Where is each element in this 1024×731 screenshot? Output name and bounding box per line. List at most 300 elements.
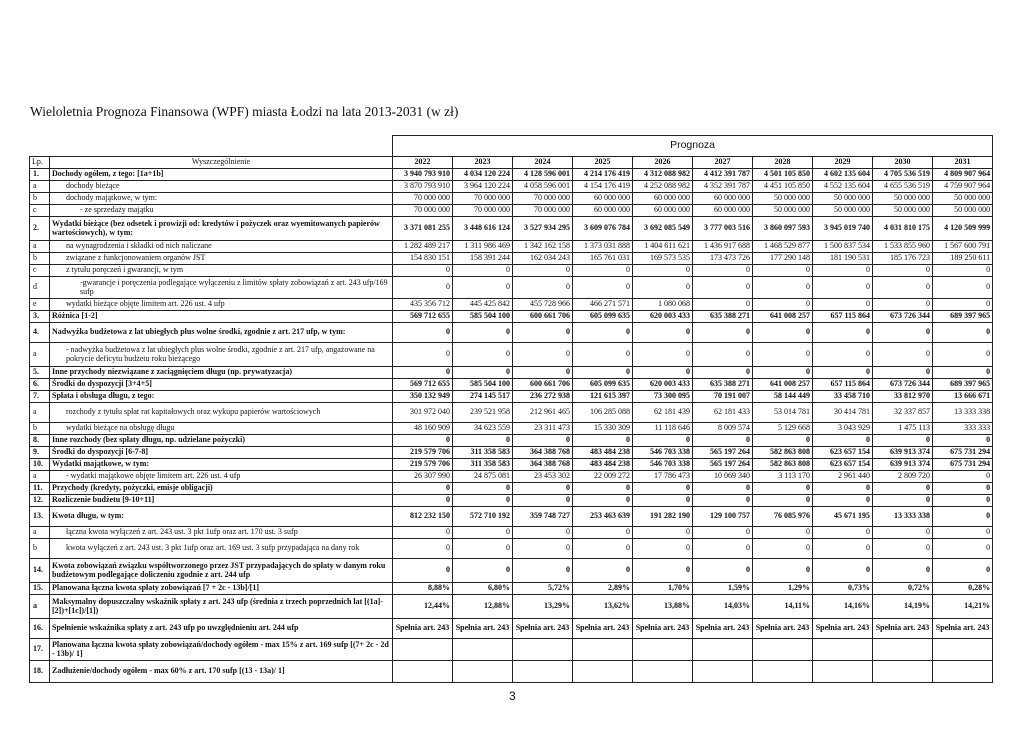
value-cell: 0 <box>453 539 513 559</box>
value-cell: 1,70% <box>633 583 693 595</box>
row-description: na wynagrodzenia i składki od nich naliczane <box>50 241 393 253</box>
value-cell: 623 657 154 <box>813 459 873 471</box>
row-lp: b <box>30 539 50 559</box>
value-cell: 0 <box>753 265 813 277</box>
value-cell: 0 <box>633 483 693 495</box>
value-cell: 1,59% <box>693 583 753 595</box>
value-cell: 70 000 000 <box>393 205 453 217</box>
row-description: Wydatki bieżące (bez odsetek i prowizji od: kredytów i pożyczek oraz wyemitowanych papierów wartościowych), w tym: <box>50 217 393 241</box>
value-cell: 70 191 007 <box>693 391 753 403</box>
value-cell: 0 <box>633 367 693 379</box>
value-cell: 582 863 808 <box>753 459 813 471</box>
row-description: Nadwyżka budżetowa z lat ubiegłych plus wolne środki, zgodnie z art. 217 ufp, w tym: <box>50 323 393 343</box>
value-cell <box>813 639 873 661</box>
table-row <box>30 323 993 343</box>
row-description: Rozliczenie budżetu [9-10+11] <box>50 495 393 507</box>
value-cell: 641 008 257 <box>753 311 813 323</box>
value-cell: 32 337 857 <box>873 403 933 423</box>
table-row <box>30 447 993 459</box>
value-cell: 572 710 192 <box>453 507 513 527</box>
value-cell <box>453 639 513 661</box>
description-header: Wyszczególnienie <box>50 157 393 169</box>
value-cell <box>453 661 513 683</box>
row-lp: b <box>30 253 50 265</box>
row-lp: 3. <box>30 311 50 323</box>
value-cell <box>753 639 813 661</box>
value-cell: 483 484 238 <box>573 459 633 471</box>
value-cell: 546 703 338 <box>633 447 693 459</box>
value-cell: 2 961 440 <box>813 471 873 483</box>
value-cell: 0 <box>513 495 573 507</box>
row-description: rozchody z tytułu spłat rat kapitałowych oraz wykupu papierów wartościowych <box>50 403 393 423</box>
value-cell: Spełnia art. 243 <box>873 619 933 639</box>
value-cell: 0 <box>573 323 633 343</box>
value-cell: 605 099 635 <box>573 379 633 391</box>
value-cell: 14,19% <box>873 595 933 619</box>
year-header: 2031 <box>933 157 993 169</box>
value-cell: 2,89% <box>573 583 633 595</box>
value-cell: 50 000 000 <box>813 193 873 205</box>
value-cell: 0 <box>933 277 993 299</box>
value-cell: 0 <box>873 527 933 539</box>
prognoza-header: Prognoza <box>393 136 993 157</box>
value-cell <box>693 661 753 683</box>
value-cell: 0 <box>873 265 933 277</box>
value-cell: 4 120 509 999 <box>933 217 993 241</box>
value-cell: 0 <box>513 323 573 343</box>
value-cell: 0 <box>813 367 873 379</box>
value-cell: 3 448 616 124 <box>453 217 513 241</box>
value-cell: 4 809 907 964 <box>933 169 993 181</box>
row-lp: a <box>30 241 50 253</box>
row-description: dochody majątkowe, w tym: <box>50 193 393 205</box>
value-cell: 13,88% <box>633 595 693 619</box>
value-cell: 0 <box>753 539 813 559</box>
value-cell: 0 <box>573 343 633 367</box>
value-cell: 0 <box>393 539 453 559</box>
year-header-row <box>30 157 993 169</box>
value-cell: 14,03% <box>693 595 753 619</box>
row-lp: 16. <box>30 619 50 639</box>
value-cell: 0 <box>513 367 573 379</box>
value-cell: 0 <box>753 559 813 583</box>
value-cell: 350 132 949 <box>393 391 453 403</box>
value-cell: 50 000 000 <box>753 193 813 205</box>
value-cell: 13 333 338 <box>933 403 993 423</box>
value-cell: 5 129 668 <box>753 423 813 435</box>
row-lp: c <box>30 265 50 277</box>
row-description: wydatki bieżące objęte limitem art. 226 ust. 4 ufp <box>50 299 393 311</box>
value-cell: Spełnia art. 243 <box>933 619 993 639</box>
value-cell: 60 000 000 <box>693 205 753 217</box>
row-description: Planowana łączna kwota spłaty zobowiązań [7 + 2c - 13b]/[1] <box>50 583 393 595</box>
value-cell: 0,73% <box>813 583 873 595</box>
value-cell: 0 <box>453 435 513 447</box>
row-lp: a <box>30 471 50 483</box>
value-cell: 4 352 391 787 <box>693 181 753 193</box>
value-cell: 0 <box>393 367 453 379</box>
value-cell: 4 552 135 604 <box>813 181 873 193</box>
value-cell: 0,72% <box>873 583 933 595</box>
row-description: Spłata i obsługa długu, z tego: <box>50 391 393 403</box>
value-cell: 2 809 720 <box>873 471 933 483</box>
value-cell: 50 000 000 <box>933 193 993 205</box>
row-description: Spełnienie wskaźnika spłaty z art. 243 ufp po uwzględnieniu art. 244 ufp <box>50 619 393 639</box>
value-cell: 4 031 810 175 <box>873 217 933 241</box>
table-row <box>30 527 993 539</box>
year-header: 2030 <box>873 157 933 169</box>
value-cell: 0 <box>693 343 753 367</box>
value-cell: 0 <box>873 559 933 583</box>
value-cell: 22 009 272 <box>573 471 633 483</box>
value-cell: 3 945 019 740 <box>813 217 873 241</box>
value-cell: 0 <box>933 539 993 559</box>
row-lp: 7. <box>30 391 50 403</box>
value-cell: 70 000 000 <box>453 205 513 217</box>
value-cell: 585 504 100 <box>453 311 513 323</box>
value-cell: 3 692 085 549 <box>633 217 693 241</box>
value-cell: 675 731 294 <box>933 459 993 471</box>
value-cell: 675 731 294 <box>933 447 993 459</box>
value-cell: 569 712 655 <box>393 379 453 391</box>
table-row <box>30 559 993 583</box>
row-description: Wydatki majątkowe, w tym: <box>50 459 393 471</box>
value-cell: 274 145 517 <box>453 391 513 403</box>
value-cell: 0 <box>513 435 573 447</box>
value-cell: 569 712 655 <box>393 311 453 323</box>
value-cell: 4 602 135 604 <box>813 169 873 181</box>
value-cell: 70 000 000 <box>513 205 573 217</box>
value-cell: 3 870 793 910 <box>393 181 453 193</box>
value-cell: 812 232 150 <box>393 507 453 527</box>
row-description: łączna kwota wyłączeń z art. 243 ust. 3 pkt 1ufp oraz art. 170 ust. 3 sufp <box>50 527 393 539</box>
value-cell: 219 579 706 <box>393 459 453 471</box>
value-cell: 8 009 574 <box>693 423 753 435</box>
year-header: 2027 <box>693 157 753 169</box>
year-header: 2026 <box>633 157 693 169</box>
row-description: - wydatki majątkowe objęte limitem art. 226 ust. 4 ufp <box>50 471 393 483</box>
value-cell: 4 252 088 982 <box>633 181 693 193</box>
value-cell: 0 <box>813 343 873 367</box>
value-cell: 0 <box>873 323 933 343</box>
value-cell: 364 388 768 <box>513 447 573 459</box>
value-cell: 60 000 000 <box>633 205 693 217</box>
row-lp: a <box>30 343 50 367</box>
table-row <box>30 277 993 299</box>
value-cell: 4 705 536 519 <box>873 169 933 181</box>
value-cell: Spełnia art. 243 <box>393 619 453 639</box>
table-row <box>30 205 993 217</box>
row-lp: c <box>30 205 50 217</box>
value-cell: Spełnia art. 243 <box>513 619 573 639</box>
table-row <box>30 311 993 323</box>
row-lp: a <box>30 527 50 539</box>
table-row <box>30 483 993 495</box>
value-cell: 0 <box>693 299 753 311</box>
value-cell: 30 414 781 <box>813 403 873 423</box>
value-cell: 0 <box>693 559 753 583</box>
value-cell: 0 <box>933 265 993 277</box>
value-cell: 0 <box>513 559 573 583</box>
value-cell: 5,72% <box>513 583 573 595</box>
value-cell: 0 <box>933 483 993 495</box>
row-lp: 18. <box>30 661 50 683</box>
value-cell: 17 786 473 <box>633 471 693 483</box>
value-cell: 0 <box>813 299 873 311</box>
value-cell: 635 388 271 <box>693 311 753 323</box>
value-cell: 0 <box>393 277 453 299</box>
row-lp: e <box>30 299 50 311</box>
table-row <box>30 391 993 403</box>
row-lp: 14. <box>30 559 50 583</box>
value-cell <box>573 661 633 683</box>
row-lp: 10. <box>30 459 50 471</box>
value-cell: 253 463 639 <box>573 507 633 527</box>
value-cell: 60 000 000 <box>573 205 633 217</box>
value-cell: 34 623 559 <box>453 423 513 435</box>
value-cell: 26 307 990 <box>393 471 453 483</box>
value-cell: 50 000 000 <box>753 205 813 217</box>
value-cell: 0 <box>453 495 513 507</box>
row-lp: 12. <box>30 495 50 507</box>
value-cell: 0 <box>693 539 753 559</box>
value-cell: 70 000 000 <box>393 193 453 205</box>
value-cell: 0 <box>813 277 873 299</box>
value-cell: 0 <box>633 539 693 559</box>
value-cell: 0 <box>873 367 933 379</box>
value-cell: 10 069 340 <box>693 471 753 483</box>
value-cell: 1 567 600 791 <box>933 241 993 253</box>
value-cell: 689 397 965 <box>933 379 993 391</box>
table-row <box>30 459 993 471</box>
table-row <box>30 661 993 683</box>
value-cell: 0 <box>633 277 693 299</box>
row-lp: a <box>30 403 50 423</box>
value-cell: 0 <box>453 483 513 495</box>
value-cell: 4 128 596 001 <box>513 169 573 181</box>
row-description: - nadwyżka budżetowa z lat ubiegłych plus wolne środki, zgodnie z art. 217 ufp, angażowane na pokrycie deficytu budżetu roku bieżącego <box>50 343 393 367</box>
value-cell: 0 <box>393 495 453 507</box>
document-title: Wieloletnia Prognoza Finansowa (WPF) miasta Łodzi na lata 2013-2031 (w zł) <box>30 104 459 119</box>
value-cell: 24 875 081 <box>453 471 513 483</box>
row-description: związane z funkcjonowaniem organów JST <box>50 253 393 265</box>
year-header: 2023 <box>453 157 513 169</box>
row-description: Dochody ogółem, z tego: [1a+1b] <box>50 169 393 181</box>
table-row <box>30 181 993 193</box>
value-cell: 620 003 433 <box>633 379 693 391</box>
table-row <box>30 539 993 559</box>
value-cell: 657 115 864 <box>813 311 873 323</box>
value-cell: 14,11% <box>753 595 813 619</box>
lp-header: Lp. <box>30 157 50 169</box>
wpf-table <box>29 135 993 683</box>
value-cell: 162 034 243 <box>513 253 573 265</box>
value-cell: 4 034 120 224 <box>453 169 513 181</box>
value-cell: 45 671 195 <box>813 507 873 527</box>
value-cell: 364 388 768 <box>513 459 573 471</box>
value-cell: 0 <box>693 367 753 379</box>
row-lp: b <box>30 423 50 435</box>
value-cell: 3 860 097 593 <box>753 217 813 241</box>
value-cell: 0 <box>753 323 813 343</box>
row-lp: 2. <box>30 217 50 241</box>
value-cell: 0 <box>933 559 993 583</box>
value-cell: 3 964 120 224 <box>453 181 513 193</box>
value-cell: Spełnia art. 243 <box>693 619 753 639</box>
value-cell: 0 <box>513 539 573 559</box>
year-header: 2028 <box>753 157 813 169</box>
value-cell: Spełnia art. 243 <box>813 619 873 639</box>
value-cell: 0 <box>873 539 933 559</box>
value-cell: 14,16% <box>813 595 873 619</box>
row-description: Kwota długu, w tym: <box>50 507 393 527</box>
value-cell: 466 271 571 <box>573 299 633 311</box>
value-cell <box>933 639 993 661</box>
prognoza-header-row <box>30 136 993 157</box>
value-cell: 23 311 473 <box>513 423 573 435</box>
value-cell: 445 425 842 <box>453 299 513 311</box>
value-cell: 4 451 105 850 <box>753 181 813 193</box>
value-cell: 0 <box>873 483 933 495</box>
value-cell <box>513 661 573 683</box>
value-cell: 3 371 081 255 <box>393 217 453 241</box>
value-cell: 165 761 031 <box>573 253 633 265</box>
value-cell: 58 144 449 <box>753 391 813 403</box>
value-cell: 53 014 781 <box>753 403 813 423</box>
value-cell: 0 <box>873 277 933 299</box>
value-cell: 62 181 433 <box>693 403 753 423</box>
value-cell: 3 777 003 516 <box>693 217 753 241</box>
table-row <box>30 241 993 253</box>
year-header: 2022 <box>393 157 453 169</box>
value-cell: 0 <box>933 343 993 367</box>
value-cell: 1 311 986 469 <box>453 241 513 253</box>
value-cell: 0 <box>573 483 633 495</box>
value-cell: 191 282 190 <box>633 507 693 527</box>
value-cell: 50 000 000 <box>873 193 933 205</box>
value-cell: 4 759 907 964 <box>933 181 993 193</box>
row-description: Inne rozchody (bez spłaty długu, np. udzielane pożyczki) <box>50 435 393 447</box>
value-cell: 0 <box>753 343 813 367</box>
table-row <box>30 253 993 265</box>
value-cell <box>873 639 933 661</box>
value-cell: 673 726 344 <box>873 311 933 323</box>
table-row <box>30 299 993 311</box>
row-description: Inne przychody niezwiązane z zaciągnięciem długu (np. prywatyzacja) <box>50 367 393 379</box>
value-cell: 0 <box>813 539 873 559</box>
value-cell: 70 000 000 <box>513 193 573 205</box>
value-cell <box>693 639 753 661</box>
row-description: Środki do dyspozycji [3+4+5] <box>50 379 393 391</box>
table-row <box>30 379 993 391</box>
value-cell: 600 661 706 <box>513 311 573 323</box>
row-lp: 8. <box>30 435 50 447</box>
value-cell: 311 358 583 <box>453 447 513 459</box>
value-cell <box>633 639 693 661</box>
value-cell: 0 <box>393 343 453 367</box>
value-cell: 0 <box>753 435 813 447</box>
value-cell: Spełnia art. 243 <box>633 619 693 639</box>
value-cell: 1 475 113 <box>873 423 933 435</box>
value-cell: 0 <box>573 559 633 583</box>
value-cell: 14,21% <box>933 595 993 619</box>
value-cell: 0 <box>873 435 933 447</box>
row-description: Maksymalny dopuszczalny wskaźnik spłaty z art. 243 ufp (średnia z trzech poprzednich lat [(1a]-[2])+[1c])/[1]) <box>50 595 393 619</box>
value-cell: 0 <box>693 483 753 495</box>
year-header: 2025 <box>573 157 633 169</box>
value-cell: 13 333 338 <box>873 507 933 527</box>
row-lp: 17. <box>30 639 50 661</box>
value-cell: 0 <box>933 299 993 311</box>
value-cell: 565 197 264 <box>693 459 753 471</box>
value-cell: 3 043 929 <box>813 423 873 435</box>
value-cell: 70 000 000 <box>453 193 513 205</box>
value-cell: 0 <box>393 265 453 277</box>
value-cell: 0 <box>813 495 873 507</box>
row-description: Kwota zobowiązań związku współtworzonego przez JST przypadających do spłaty w danym roku budżetowym podlegające doliczeniu zgodnie z art. 244 ufp <box>50 559 393 583</box>
value-cell: 0 <box>813 483 873 495</box>
row-lp: d <box>30 277 50 299</box>
row-description: dochody bieżące <box>50 181 393 193</box>
value-cell: 1 500 837 534 <box>813 241 873 253</box>
value-cell: 0 <box>693 265 753 277</box>
value-cell: 13,62% <box>573 595 633 619</box>
row-description: - ze sprzedaży majątku <box>50 205 393 217</box>
value-cell: 0 <box>693 495 753 507</box>
value-cell: 4 154 176 419 <box>573 181 633 193</box>
value-cell: 0 <box>753 495 813 507</box>
value-cell: 158 391 244 <box>453 253 513 265</box>
value-cell: 333 333 <box>933 423 993 435</box>
value-cell: 0 <box>513 483 573 495</box>
value-cell: 605 099 635 <box>573 311 633 323</box>
row-lp: b <box>30 193 50 205</box>
value-cell: 0 <box>813 435 873 447</box>
value-cell: 0,28% <box>933 583 993 595</box>
value-cell: 3 527 934 295 <box>513 217 573 241</box>
row-lp: 6. <box>30 379 50 391</box>
value-cell: 0 <box>393 527 453 539</box>
value-cell: 8,88% <box>393 583 453 595</box>
value-cell: 301 972 040 <box>393 403 453 423</box>
value-cell: 582 863 808 <box>753 447 813 459</box>
value-cell: 1 282 489 217 <box>393 241 453 253</box>
value-cell: 4 501 105 850 <box>753 169 813 181</box>
row-description: wydatki bieżące na obsługę długu <box>50 423 393 435</box>
value-cell: 0 <box>453 367 513 379</box>
value-cell: 455 728 966 <box>513 299 573 311</box>
value-cell: 50 000 000 <box>933 205 993 217</box>
value-cell: 177 290 148 <box>753 253 813 265</box>
value-cell: 0 <box>813 559 873 583</box>
table-row <box>30 435 993 447</box>
value-cell: 15 330 309 <box>573 423 633 435</box>
value-cell: 0 <box>453 559 513 583</box>
value-cell: 0 <box>453 323 513 343</box>
value-cell: 0 <box>873 495 933 507</box>
value-cell: 0 <box>813 323 873 343</box>
table-row <box>30 471 993 483</box>
row-lp: a <box>30 595 50 619</box>
value-cell: 0 <box>453 343 513 367</box>
table-row <box>30 495 993 507</box>
value-cell: 641 008 257 <box>753 379 813 391</box>
value-cell: 0 <box>753 367 813 379</box>
value-cell: 0 <box>633 435 693 447</box>
value-cell: 60 000 000 <box>693 193 753 205</box>
value-cell: 50 000 000 <box>873 205 933 217</box>
table-row <box>30 639 993 661</box>
